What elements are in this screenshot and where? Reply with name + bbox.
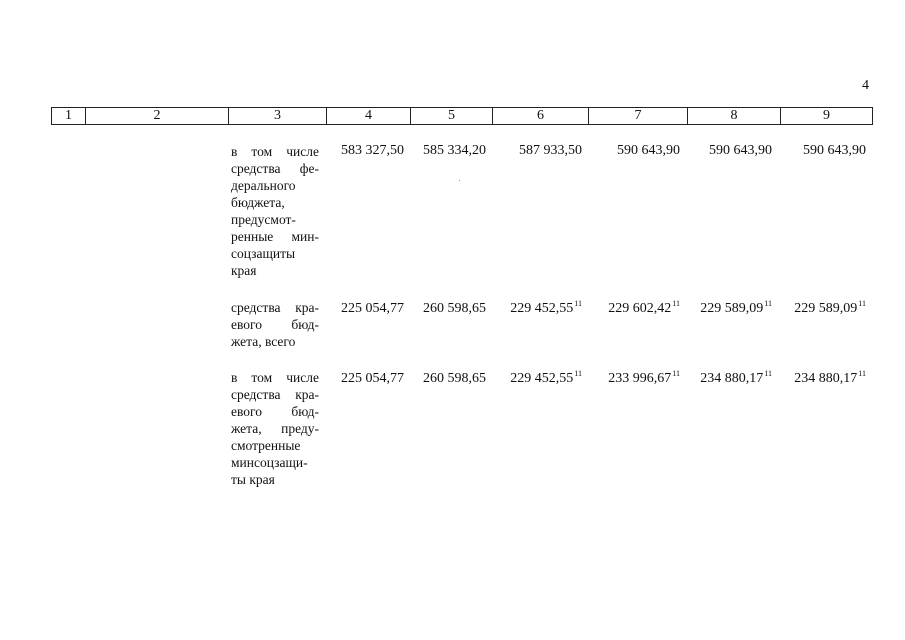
footnote-mark: 11 <box>858 369 866 379</box>
value-text: 229 589,09 <box>700 301 764 316</box>
value-cell <box>341 301 404 317</box>
value-cell <box>341 371 404 387</box>
row-label-line: минсоцзащи- <box>231 455 308 470</box>
value-text: 225 054,77 <box>341 371 404 386</box>
row-label-line: дерального <box>231 178 296 193</box>
value-text: 260 598,65 <box>423 371 486 386</box>
row-label-line: предусмот- <box>231 212 296 227</box>
value-cell <box>803 143 866 159</box>
row-label-regional-budget-total <box>231 299 319 350</box>
value-text: 229 452,55 <box>510 371 574 386</box>
value-cell <box>423 301 486 317</box>
value-cell <box>700 371 772 387</box>
header-cell-9: 9 <box>781 108 873 125</box>
page-number: 4 <box>862 78 869 93</box>
value-cell <box>510 371 582 387</box>
value-cell <box>608 301 680 317</box>
row-label-line: бюджета, <box>231 195 285 210</box>
header-cell-1: 1 <box>52 108 86 125</box>
value-text: 229 589,09 <box>794 301 858 316</box>
header-cell-2: 2 <box>86 108 229 125</box>
value-text: 583 327,50 <box>341 143 404 158</box>
value-cell <box>423 371 486 387</box>
footnote-mark: 11 <box>764 299 772 309</box>
value-cell <box>709 143 772 159</box>
value-text: 234 880,17 <box>794 371 858 386</box>
row-label-line: жета, всего <box>231 334 296 349</box>
row-label-line: ренные мин- <box>231 229 319 244</box>
row-label-line: в том числе <box>231 370 319 385</box>
column-number-header <box>51 107 873 125</box>
row-label-line: края <box>231 263 257 278</box>
value-text: 234 880,17 <box>700 371 764 386</box>
value-text: 590 643,90 <box>803 143 866 158</box>
row-label-line: средства фе- <box>231 161 319 176</box>
value-text: 585 334,20 <box>423 143 486 158</box>
value-cell <box>794 301 866 317</box>
header-cell-3: 3 <box>229 108 327 125</box>
value-cell <box>794 371 866 387</box>
value-text: 590 643,90 <box>709 143 772 158</box>
footnote-mark: 11 <box>574 369 582 379</box>
value-cell <box>341 143 404 159</box>
header-cell-5: 5 <box>411 108 493 125</box>
value-text: 260 598,65 <box>423 301 486 316</box>
row-label-line: ты края <box>231 472 275 487</box>
footnote-mark: 11 <box>764 369 772 379</box>
value-cell <box>510 301 582 317</box>
row-label-line: средства кра- <box>231 300 319 315</box>
value-cell <box>423 143 486 159</box>
footnote-mark: 11 <box>858 299 866 309</box>
value-cell <box>519 143 582 159</box>
row-label-federal-budget <box>231 143 319 279</box>
value-cell <box>608 371 680 387</box>
row-label-line: средства кра- <box>231 387 319 402</box>
header-cell-8: 8 <box>688 108 781 125</box>
value-cell <box>617 143 680 159</box>
value-text: 233 996,67 <box>608 371 672 386</box>
row-label-line: евого бюд- <box>231 317 319 332</box>
row-label-line: соцзащиты <box>231 246 296 261</box>
footnote-mark: 11 <box>672 299 680 309</box>
value-text: 225 054,77 <box>341 301 404 316</box>
value-text: 587 933,50 <box>519 143 582 158</box>
value-text: 229 452,55 <box>510 301 574 316</box>
scan-speck <box>459 180 460 181</box>
row-label-line: смотренные <box>231 438 301 453</box>
row-label-line: евого бюд- <box>231 404 319 419</box>
header-row <box>52 108 873 125</box>
row-label-line: жета, преду- <box>231 421 319 436</box>
footnote-mark: 11 <box>672 369 680 379</box>
header-cell-6: 6 <box>493 108 589 125</box>
footnote-mark: 11 <box>574 299 582 309</box>
row-label-regional-budget-ministry <box>231 369 319 488</box>
value-text: 590 643,90 <box>617 143 680 158</box>
value-cell <box>700 301 772 317</box>
value-text: 229 602,42 <box>608 301 672 316</box>
header-cell-7: 7 <box>589 108 688 125</box>
row-label-line: в том числе <box>231 144 319 159</box>
header-cell-4: 4 <box>327 108 411 125</box>
